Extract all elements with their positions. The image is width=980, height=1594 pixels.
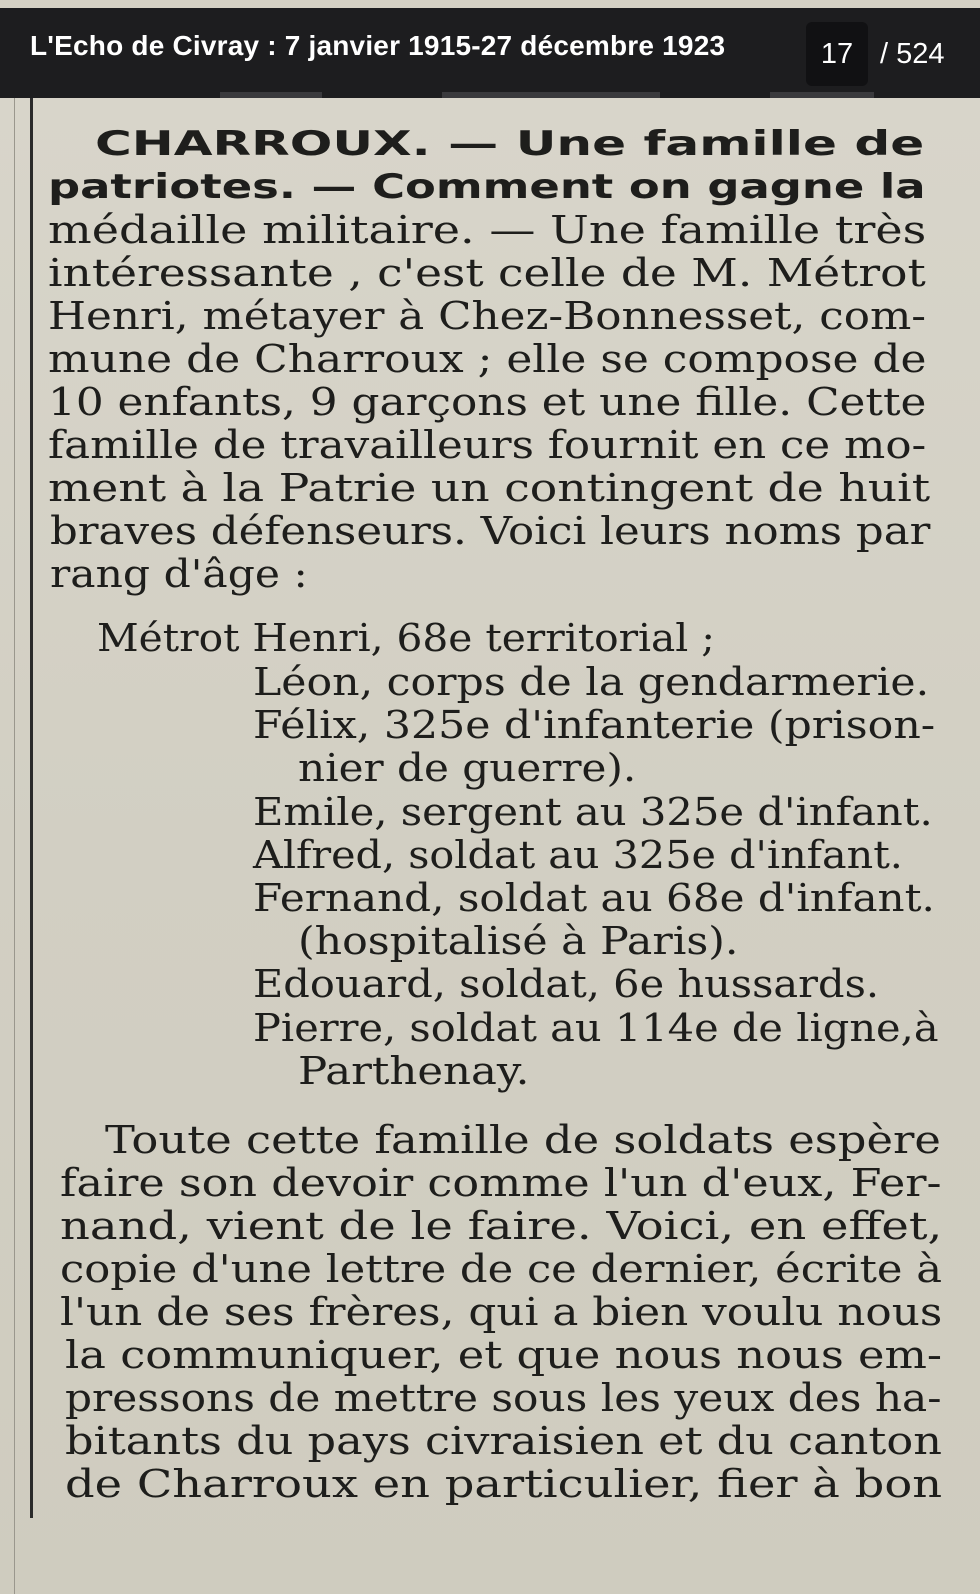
article-line: médaille militaire. — Une famille très — [48, 208, 927, 252]
article-line: braves défenseurs. Voici leurs noms par — [50, 509, 931, 553]
article-line: intéressante , c'est celle de M. Métrot — [48, 251, 926, 295]
article-line: rang d'âge : — [50, 552, 308, 596]
article-line: 10 enfants, 9 garçons et une fille. Cette — [48, 380, 927, 424]
article-line: Emile, sergent au 325e d'infant. — [253, 790, 933, 834]
article-line: nier de guerre). — [298, 746, 637, 790]
article-line: ment à la Patrie un contingent de huit — [48, 466, 931, 510]
page-counter — [806, 20, 945, 88]
article-line: Métrot Henri, 68e territorial ; — [97, 616, 715, 660]
scanned-newspaper-page[interactable] — [0, 98, 980, 1594]
article-line: nand, vient de le faire. Voici, en effet, — [60, 1204, 943, 1248]
column-rule — [30, 98, 33, 1518]
page-number-input[interactable]: 17 — [806, 22, 868, 86]
article-line: Pierre, soldat au 114e de ligne,à — [253, 1006, 939, 1050]
article-line: Fernand, soldat au 68e d'infant. — [253, 876, 935, 920]
article-line: Alfred, soldat au 325e d'infant. — [253, 833, 903, 877]
article-line: mune de Charroux ; elle se compose de — [48, 337, 927, 381]
document-title: L'Echo de Civray : 7 janvier 1915-27 décembre 1923 — [30, 30, 726, 61]
article-line: (hospitalisé à Paris). — [298, 919, 739, 963]
article-line: de Charroux en particulier, fier à bon — [65, 1462, 943, 1506]
article-line: CHARROUX. — Une famille de — [95, 124, 925, 164]
article-line: copie d'une lettre de ce dernier, écrite à — [60, 1247, 943, 1291]
article-line: la communiquer, et que nous nous em- — [65, 1333, 943, 1377]
article-line: faire son devoir comme l'un d'eux, Fer- — [60, 1161, 942, 1205]
page-total: / 524 — [880, 37, 945, 70]
article-line: Félix, 325e d'infanterie (prison- — [253, 703, 936, 747]
article-line: bitants du pays civraisien et du canton — [65, 1419, 942, 1463]
article-line: famille de travailleurs fournit en ce mo- — [48, 423, 927, 467]
article-line: Edouard, soldat, 6e hussards. — [253, 962, 880, 1006]
article-line: patriotes. — Comment on gagne la — [48, 167, 926, 207]
viewer-header — [0, 8, 980, 98]
article-line: pressons de mettre sous les yeux des ha- — [65, 1376, 942, 1420]
article-line: Henri, métayer à Chez-Bonnesset, com- — [48, 294, 927, 338]
article-line: l'un de ses frères, qui a bien voulu nous — [60, 1290, 943, 1334]
article-line: Toute cette famille de soldats espère — [105, 1118, 941, 1162]
column-edge — [14, 98, 15, 1594]
article-line: Léon, corps de la gendarmerie. — [253, 660, 930, 704]
article-line: Parthenay. — [298, 1049, 530, 1093]
